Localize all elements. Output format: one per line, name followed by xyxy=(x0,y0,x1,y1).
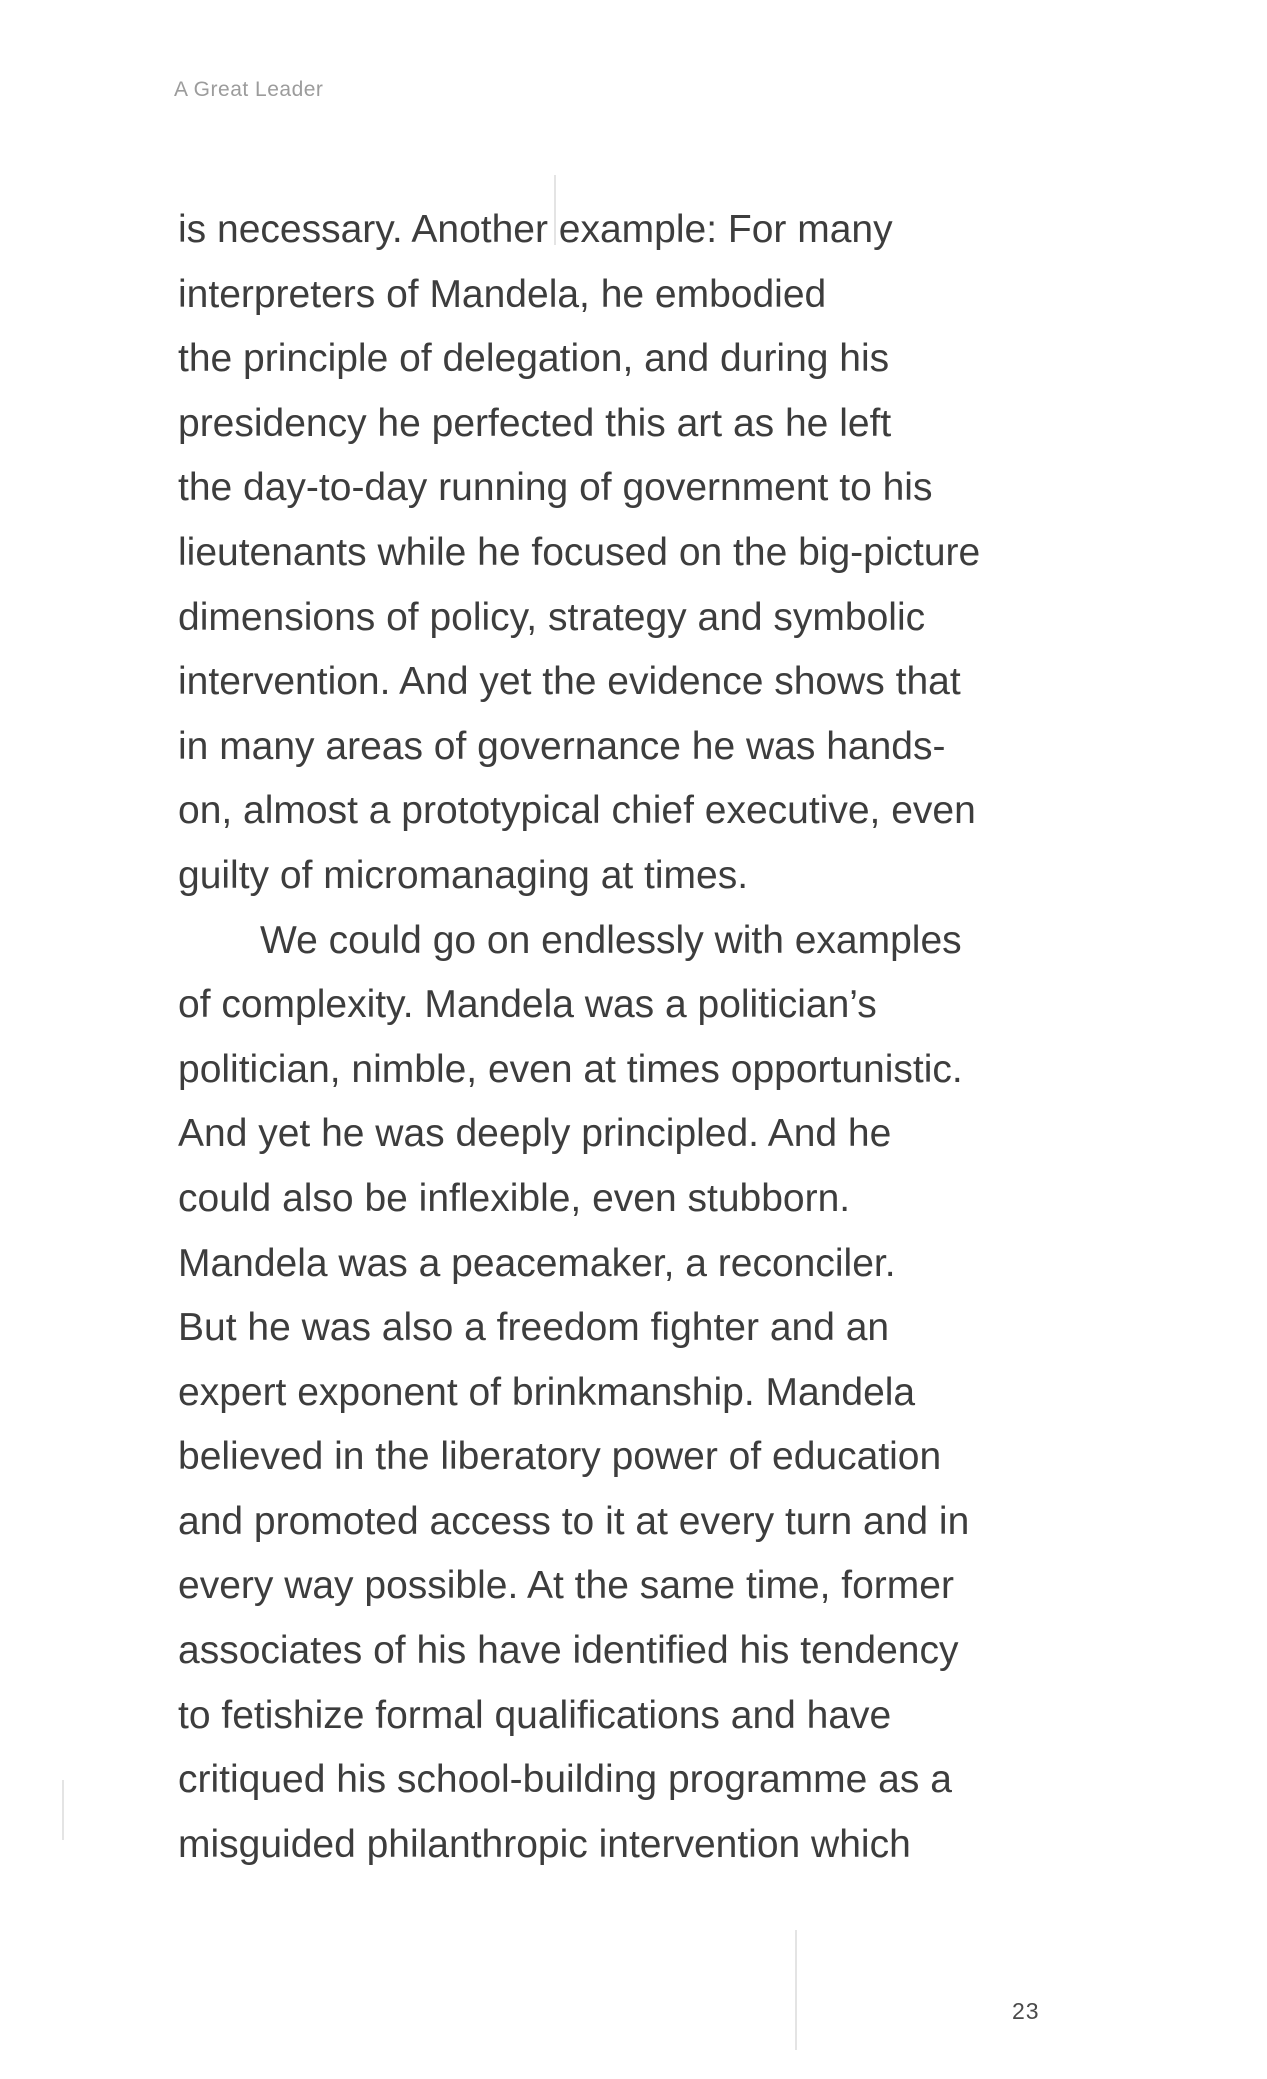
text-line: guilty of micromanaging at times. xyxy=(178,853,749,897)
page-number: 23 xyxy=(1012,1998,1040,2024)
text-line: We could go on endlessly with examples xyxy=(260,918,962,962)
text-line: could also be inflexible, even stubborn. xyxy=(178,1176,851,1220)
text-line: But he was also a freedom fighter and an xyxy=(178,1306,890,1350)
text-line: And yet he was deeply principled. And he xyxy=(178,1112,892,1156)
text-line: lieutenants while he focused on the big-picture xyxy=(178,530,981,574)
text-line: misguided philanthropic intervention which xyxy=(178,1822,911,1866)
text-line: on, almost a prototypical chief executive, even xyxy=(178,789,976,833)
text-line: of complexity. Mandela was a politician’s xyxy=(178,983,877,1027)
text-line: every way possible. At the same time, former xyxy=(178,1564,954,1608)
text-line: interpreters of Mandela, he embodied xyxy=(178,272,827,316)
text-line: to fetishize formal qualifications and have xyxy=(178,1693,892,1737)
text-line: intervention. And yet the evidence shows that xyxy=(178,660,961,704)
scan-artifact-line xyxy=(795,1930,797,2050)
body-text xyxy=(178,198,1178,1877)
text-line: in many areas of governance he was hands- xyxy=(178,724,946,768)
text-line: the day-to-day running of government to his xyxy=(178,466,933,510)
text-line: presidency he perfected this art as he left xyxy=(178,401,892,445)
text-line: associates of his have identified his tendency xyxy=(178,1629,959,1673)
text-line: politician, nimble, even at times opportunistic. xyxy=(178,1047,963,1091)
scan-artifact-line xyxy=(62,1780,64,1840)
text-line: Mandela was a peacemaker, a reconciler. xyxy=(178,1241,896,1285)
paragraph xyxy=(178,909,1178,1878)
text-line: critiqued his school-building programme as a xyxy=(178,1758,952,1802)
paragraph xyxy=(178,198,1178,909)
text-line: is necessary. Another example: For many xyxy=(178,208,893,251)
text-line: the principle of delegation, and during his xyxy=(178,337,890,381)
text-line: believed in the liberatory power of education xyxy=(178,1435,942,1479)
text-line: expert exponent of brinkmanship. Mandela xyxy=(178,1370,916,1414)
text-line: and promoted access to it at every turn and in xyxy=(178,1499,970,1543)
running-head: A Great Leader xyxy=(174,78,324,101)
text-line: dimensions of policy, strategy and symbolic xyxy=(178,595,926,639)
